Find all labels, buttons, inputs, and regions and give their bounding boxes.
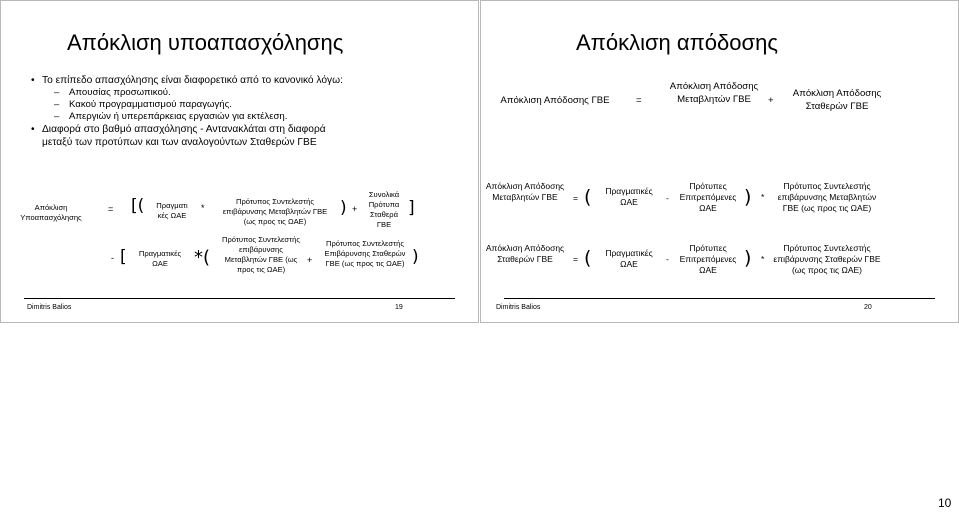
std-fixed-rate: Πρότυπος Συντελεστής Επιβάρυνσης Σταθερών ΓΒΕ (ως προς τις ΩΑΕ) — [324, 239, 406, 268]
plus-sign: + — [307, 255, 313, 265]
open-paren: ( — [584, 247, 592, 269]
bullet-item: • Το επίπεδο απασχόλησης είναι διαφορετικό από το κανονικό λόγω: — [31, 74, 451, 87]
close-paren: ) — [744, 186, 752, 208]
open-bracket: [ — [120, 247, 127, 267]
actual-ahe: Πραγματικές ΩΑΕ — [605, 186, 653, 207]
total-fixed-overhead: Συνολικά Πρότυπα Σταθερά ΓΒΕ — [368, 190, 400, 229]
slide-underemployment — [0, 0, 479, 323]
variable-efficiency-variance: Απόκλιση Απόδοσης Μεταβλητών ΓΒΕ — [669, 81, 759, 105]
std-fixed-rate: Πρότυπος Συντελεστής επιβάρυνσης Σταθερών ΓΒΕ (ως προς τις ΩΑΕ) — [773, 243, 881, 275]
plus-sign: + — [352, 204, 358, 214]
open-bracket-paren: [( — [131, 196, 145, 216]
standard-allowed-ahe: Πρότυπες Επιτρεπόμενες ΩΑΕ — [679, 243, 737, 275]
std-variable-rate: Πρότυπος Συντελεστής επιβάρυνσης Μεταβλητών ΓΒΕ (ως προς τις ΩΑΕ) — [222, 197, 328, 226]
minus-sign: - — [666, 254, 669, 264]
sub-bullet-item: – Απεργιών ή υπερεπάρκειας εργασιών για εκτέλεση. — [31, 111, 451, 123]
footer-page-number: 19 — [395, 304, 403, 311]
footer-author: Dimitris Balios — [27, 304, 72, 311]
variable-efficiency-lhs: Απόκλιση Απόδοσης Μεταβλητών ΓΒΕ — [485, 181, 565, 202]
minus-sign: - — [111, 253, 114, 263]
sub-bullet-item: – Απουσίας προσωπικού. — [31, 87, 451, 99]
efficiency-variance-total: Απόκλιση Απόδοσης ΓΒΕ — [500, 95, 610, 106]
plus-sign: + — [768, 95, 774, 106]
slide-efficiency-variance — [480, 0, 959, 323]
footer-page-number: 20 — [864, 304, 872, 311]
slide-title: Απόκλιση υποαπασχόλησης — [67, 30, 344, 55]
equals-sign: = — [636, 95, 642, 106]
formula-lhs: Απόκλιση Υποαπασχόλησης — [20, 203, 82, 222]
page-number: 10 — [938, 496, 952, 510]
multiply-sign: * — [201, 203, 205, 213]
actual-ahe: Πραγματικές ΩΑΕ — [605, 248, 653, 269]
footer-author: Dimitris Balios — [496, 304, 541, 311]
footer-divider — [24, 298, 455, 299]
equals-sign: = — [108, 204, 114, 214]
sub-bullet-item: – Κακού προγραμματισμού παραγωγής. — [31, 99, 451, 111]
slide-title: Απόκλιση απόδοσης — [576, 30, 778, 55]
equals-sign: = — [573, 254, 578, 264]
bullet-list — [31, 74, 451, 149]
std-variable-rate: Πρότυπος Συντελεστής επιβάρυνσης Μεταβλητών ΓΒΕ (ως προς τις ΩΑΕ) — [777, 181, 877, 213]
standard-allowed-ahe: Πρότυπες Επιτρεπόμενες ΩΑΕ — [679, 181, 737, 213]
minus-sign: - — [666, 193, 669, 203]
fixed-efficiency-variance: Απόκλιση Απόδοσης Σταθερών ΓΒΕ — [792, 88, 882, 112]
multiply-open-paren: *( — [194, 247, 211, 268]
close-bracket: ] — [408, 198, 415, 218]
bullet-item: • Διαφορά στο βαθμό απασχόλησης - Αντανακλάται στη διαφορά μεταξύ των προτύπων και των αναλογούντων Σταθερών ΓΒΕ — [31, 123, 342, 149]
close-paren: ) — [412, 247, 419, 267]
actual-ahe: Πραγματικές ΩΑΕ — [138, 249, 182, 268]
fixed-efficiency-lhs: Απόκλιση Απόδοσης Σταθερών ΓΒΕ — [485, 243, 565, 264]
open-paren: ( — [584, 186, 592, 208]
actual-ahe: Πραγματι κές ΩΑΕ — [156, 201, 188, 220]
multiply-sign: * — [761, 254, 765, 264]
equals-sign: = — [573, 193, 578, 203]
std-variable-rate: Πρότυπος Συντελεστής επιβάρυνσης Μεταβλητών ΓΒΕ (ως προς τις ΩΑΕ) — [222, 235, 300, 274]
close-paren: ) — [340, 198, 347, 218]
close-paren: ) — [744, 247, 752, 269]
multiply-sign: * — [761, 192, 765, 202]
footer-divider — [504, 298, 935, 299]
